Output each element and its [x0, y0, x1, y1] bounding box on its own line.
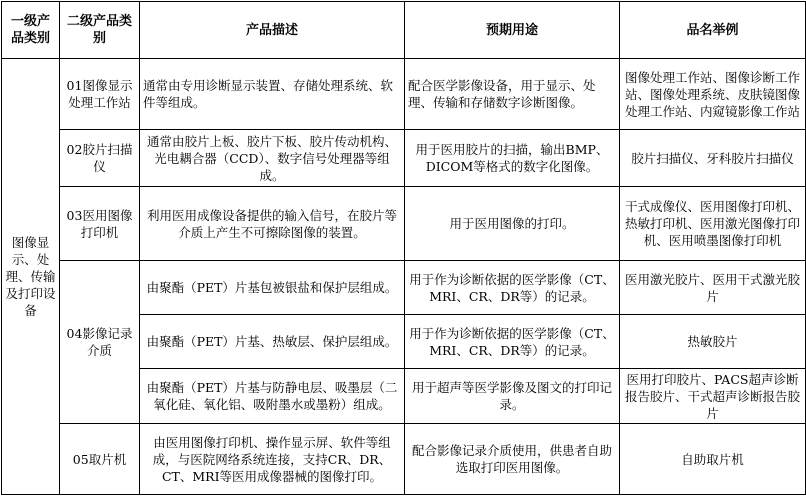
examples-cell: 自助取片机	[620, 424, 806, 495]
description-cell: 由聚酯（PET）片基与防静电层、吸墨层（二氧化硅、氧化铝、吸附墨水或墨粉）组成。	[140, 369, 405, 424]
table-row	[2, 59, 806, 130]
header-product-examples: 品名举例	[620, 2, 806, 59]
header-secondary-category: 二级产品类别	[60, 2, 140, 59]
intended-use-cell: 用于医用胶片的扫描，输出BMP、DICOM等格式的数字化图像。	[405, 130, 620, 187]
secondary-category-cell: 02胶片扫描仪	[60, 130, 140, 187]
examples-cell: 干式成像仪、医用图像打印机、热敏打印机、医用激光图像打印机、医用喷墨图像打印机	[620, 187, 806, 261]
product-classification-table	[1, 1, 806, 495]
table-row	[2, 261, 806, 315]
intended-use-cell: 用于医用图像的打印。	[405, 187, 620, 261]
examples-cell: 图像处理工作站、图像诊断工作站、图像处理系统、皮肤镜图像处理工作站、内窥镜影像工作站	[620, 59, 806, 130]
intended-use-cell: 用于超声等医学影像及图文的打印记录。	[405, 369, 620, 424]
description-cell: 通常由专用诊断显示装置、存储处理系统、软件等组成。	[140, 59, 405, 130]
description-cell: 由聚酯（PET）片基、热敏层、保护层组成。	[140, 315, 405, 369]
description-cell: 由聚酯（PET）片基包被银盐和保护层组成。	[140, 261, 405, 315]
header-description: 产品描述	[140, 2, 405, 59]
table-row	[2, 130, 806, 187]
header-row	[2, 2, 806, 59]
intended-use-cell: 用于作为诊断依据的医学影像（CT、MRI、CR、DR等）的记录。	[405, 315, 620, 369]
primary-category-cell: 图像显示、处理、传输及打印设备	[2, 59, 60, 495]
table-row	[2, 424, 806, 495]
description-cell: 利用医用成像设备提供的输入信号，在胶片等介质上产生不可擦除图像的装置。	[140, 187, 405, 261]
secondary-category-cell: 03医用图像打印机	[60, 187, 140, 261]
examples-cell: 胶片扫描仪、牙科胶片扫描仪	[620, 130, 806, 187]
examples-cell: 医用激光胶片、医用干式激光胶片	[620, 261, 806, 315]
secondary-category-cell: 05取片机	[60, 424, 140, 495]
description-cell: 通常由胶片上板、胶片下板、胶片传动机构、光电耦合器（CCD）、数字信号处理器等组成。	[140, 130, 405, 187]
examples-cell: 医用打印胶片、PACS超声诊断报告胶片、干式超声诊断报告胶片	[620, 369, 806, 424]
intended-use-cell: 用于作为诊断依据的医学影像（CT、MRI、CR、DR等）的记录。	[405, 261, 620, 315]
intended-use-cell: 配合影像记录介质使用，供患者自助选取打印医用图像。	[405, 424, 620, 495]
intended-use-cell: 配合医学影像设备，用于显示、处理、传输和存储数字诊断图像。	[405, 59, 620, 130]
secondary-category-cell: 01图像显示处理工作站	[60, 59, 140, 130]
header-intended-use: 预期用途	[405, 2, 620, 59]
header-primary-category: 一级产品类别	[2, 2, 60, 59]
table-row	[2, 187, 806, 261]
description-cell: 由医用图像打印机、操作显示屏、软件等组成，与医院网络系统连接，支持CR、DR、CT、MRI等医用成像器械的图像打印。	[140, 424, 405, 495]
secondary-category-cell: 04影像记录介质	[60, 261, 140, 424]
examples-cell: 热敏胶片	[620, 315, 806, 369]
